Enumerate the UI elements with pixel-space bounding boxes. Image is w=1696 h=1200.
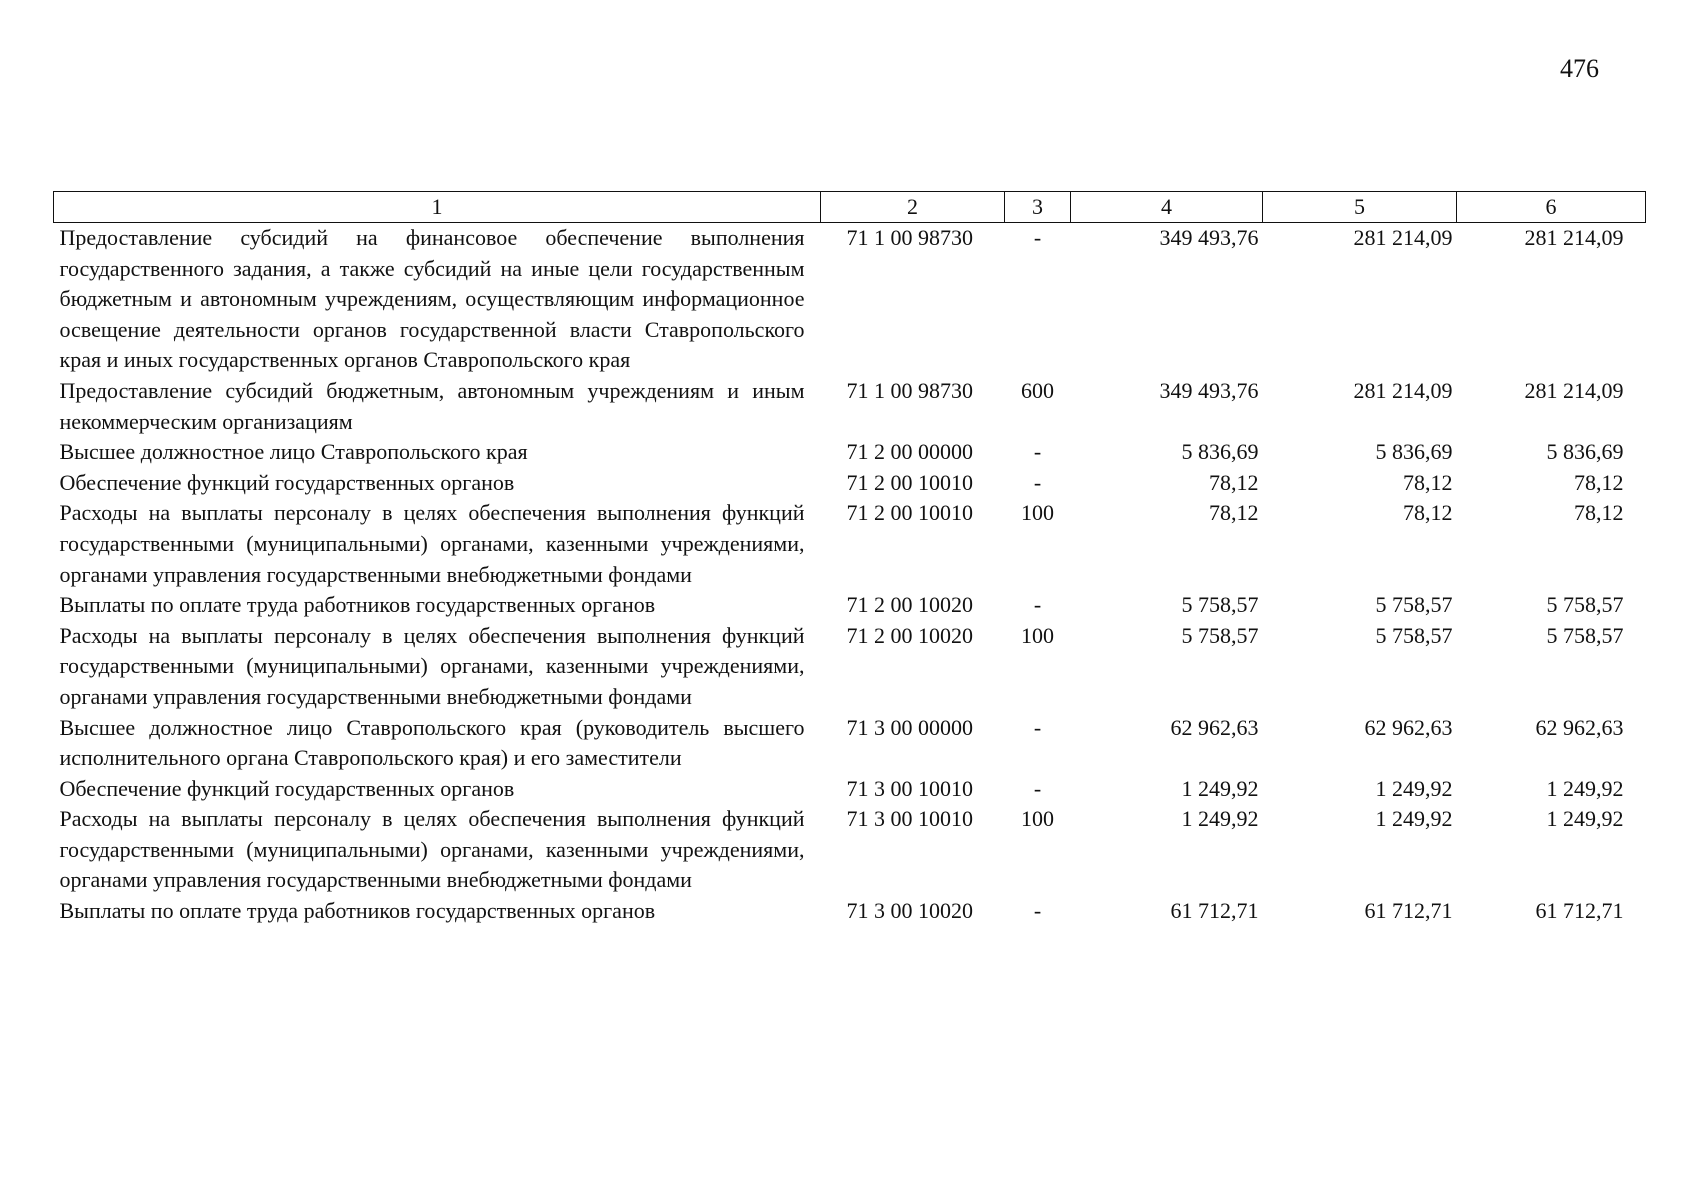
amount-col-5: 1 249,92 xyxy=(1375,806,1453,832)
expense-type-code: - xyxy=(1033,469,1042,495)
column-header-5: 5 xyxy=(1263,192,1457,223)
amount-col-4: 349 493,76 xyxy=(1159,377,1259,403)
amount-col-6: 1 249,92 xyxy=(1546,806,1624,832)
amount-col-6: 5 758,57 xyxy=(1546,622,1624,648)
table-row xyxy=(54,498,1646,590)
target-article-code: 71 3 00 10020 xyxy=(846,898,973,924)
amount-col-4: 5 836,69 xyxy=(1181,439,1259,465)
column-header-3: 3 xyxy=(1005,192,1071,223)
amount-col-4: 1 249,92 xyxy=(1181,775,1259,801)
expense-name: Высшее должностное лицо Ставропольского края xyxy=(59,439,528,465)
expense-type-code: - xyxy=(1033,592,1042,618)
expense-name: Предоставление субсидий на финансовое обеспечение выполнения государственного задания, а также субсидий на иные цели государственным бюджетным и автономным учреждениям, осуществляющим информационное освещение деятельности органов государственной власти Ставропольского края и иных государственных органов Ставропольского края xyxy=(59,225,805,373)
amount-col-6: 1 249,92 xyxy=(1546,775,1624,801)
amount-col-4: 78,12 xyxy=(1209,500,1259,526)
amount-col-5: 62 962,63 xyxy=(1364,714,1453,740)
amount-col-6: 5 758,57 xyxy=(1546,592,1624,618)
amount-col-4: 78,12 xyxy=(1209,469,1259,495)
column-header-6: 6 xyxy=(1457,192,1646,223)
table-body xyxy=(54,223,1646,927)
amount-col-4: 1 249,92 xyxy=(1181,806,1259,832)
table-row xyxy=(54,713,1646,774)
table-row xyxy=(54,223,1646,376)
amount-col-5: 61 712,71 xyxy=(1364,898,1453,924)
target-article-code: 71 1 00 98730 xyxy=(846,225,973,250)
target-article-code: 71 2 00 10010 xyxy=(846,500,973,526)
table-row xyxy=(54,376,1646,437)
amount-col-6: 61 712,71 xyxy=(1535,898,1624,924)
amount-col-4: 61 712,71 xyxy=(1170,898,1259,924)
target-article-code: 71 1 00 98730 xyxy=(846,377,973,403)
table-row xyxy=(54,774,1646,805)
target-article-code: 71 2 00 10010 xyxy=(846,469,973,495)
expense-type-code: - xyxy=(1033,898,1042,924)
table-row xyxy=(54,590,1646,621)
amount-col-5: 5 758,57 xyxy=(1375,622,1453,648)
amount-col-4: 349 493,76 xyxy=(1159,225,1259,250)
amount-col-5: 281 214,09 xyxy=(1353,225,1453,250)
expense-name: Обеспечение функций государственных органов xyxy=(59,775,515,801)
expense-name: Высшее должностное лицо Ставропольского края (руководитель высшего исполнительного органа Ставропольского края) и его заместители xyxy=(59,714,805,771)
target-article-code: 71 3 00 00000 xyxy=(846,714,973,740)
column-header-1: 1 xyxy=(54,192,821,223)
amount-col-4: 5 758,57 xyxy=(1181,622,1259,648)
amount-col-6: 281 214,09 xyxy=(1524,377,1624,403)
expense-name: Выплаты по оплате труда работников государственных органов xyxy=(59,592,656,618)
expense-name: Выплаты по оплате труда работников государственных органов xyxy=(59,898,656,924)
table-row xyxy=(54,437,1646,468)
table-row xyxy=(54,804,1646,896)
expense-type-code: - xyxy=(1033,225,1042,250)
amount-col-6: 78,12 xyxy=(1574,469,1624,495)
amount-col-6: 62 962,63 xyxy=(1535,714,1624,740)
target-article-code: 71 2 00 10020 xyxy=(846,592,973,618)
expense-name: Расходы на выплаты персоналу в целях обеспечения выполнения функций государственными (муниципальными) органами, казенными учреждениями, органами управления государственными внебюджетными фондами xyxy=(59,806,805,893)
target-article-code: 71 3 00 10010 xyxy=(846,806,973,832)
amount-col-6: 78,12 xyxy=(1574,500,1624,526)
target-article-code: 71 2 00 10020 xyxy=(846,622,973,648)
expense-type-code: - xyxy=(1033,439,1042,465)
amount-col-5: 78,12 xyxy=(1403,500,1453,526)
expense-type-code: 100 xyxy=(1021,500,1054,526)
amount-col-5: 1 249,92 xyxy=(1375,775,1453,801)
amount-col-5: 5 758,57 xyxy=(1375,592,1453,618)
target-article-code: 71 2 00 00000 xyxy=(846,439,973,465)
table-row xyxy=(54,621,1646,713)
table-row xyxy=(54,896,1646,927)
amount-col-5: 78,12 xyxy=(1403,469,1453,495)
amount-col-6: 5 836,69 xyxy=(1546,439,1624,465)
header-row xyxy=(54,192,1646,223)
expense-name: Обеспечение функций государственных органов xyxy=(59,469,515,495)
expense-type-code: 600 xyxy=(1021,377,1054,403)
amount-col-5: 281 214,09 xyxy=(1353,377,1453,403)
expense-type-code: 100 xyxy=(1021,806,1054,832)
expense-type-code: - xyxy=(1033,775,1042,801)
expense-name: Расходы на выплаты персоналу в целях обеспечения выполнения функций государственными (муниципальными) органами, казенными учреждениями, органами управления государственными внебюджетными фондами xyxy=(59,622,805,709)
amount-col-6: 281 214,09 xyxy=(1524,225,1624,250)
expense-type-code: - xyxy=(1033,714,1042,740)
amount-col-4: 5 758,57 xyxy=(1181,592,1259,618)
budget-table xyxy=(53,191,1646,927)
expense-name: Расходы на выплаты персоналу в целях обеспечения выполнения функций государственными (муниципальными) органами, казенными учреждениями, органами управления государственными внебюджетными фондами xyxy=(59,500,805,587)
page-number: 476 xyxy=(1560,54,1599,83)
expense-type-code: 100 xyxy=(1021,622,1054,648)
table-row xyxy=(54,468,1646,499)
amount-col-5: 5 836,69 xyxy=(1375,439,1453,465)
amount-col-4: 62 962,63 xyxy=(1170,714,1259,740)
target-article-code: 71 3 00 10010 xyxy=(846,775,973,801)
column-header-4: 4 xyxy=(1071,192,1263,223)
expense-name: Предоставление субсидий бюджетным, автономным учреждениям и иным некоммерческим организациям xyxy=(59,377,805,434)
column-header-2: 2 xyxy=(821,192,1005,223)
table-header xyxy=(54,192,1646,223)
